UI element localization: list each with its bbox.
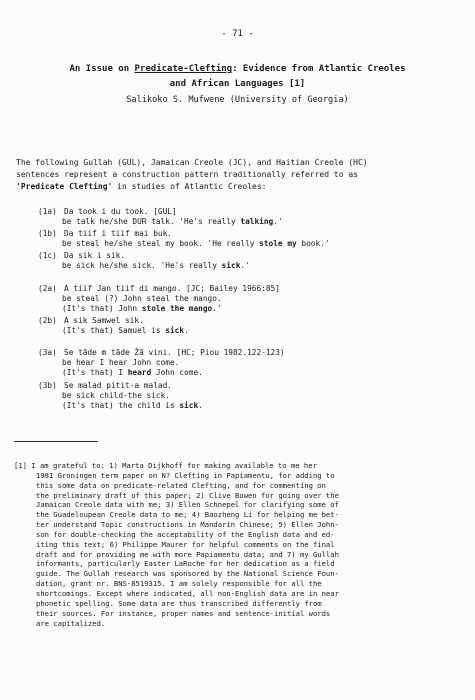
- example-translation: (It's that) Samuel is: [62, 326, 166, 335]
- example-number: (1b): [38, 229, 57, 238]
- author-line: Salikoko S. Mufwene (University of Georgia): [126, 95, 349, 105]
- example-sentence: Se malad pitit-a malad.: [64, 381, 172, 390]
- intro-paragraph: [16, 157, 464, 193]
- example-gloss-end: .': [273, 217, 283, 226]
- footnote-divider: [14, 441, 98, 442]
- footnote-line: dation, grant nr. BNS-8519315. I am solely responsible for all the: [36, 579, 322, 589]
- footnote-line: iting this text; 6) Philippe Maurer for helpful comments on the final: [36, 539, 335, 549]
- example-translation-end: .': [212, 304, 222, 313]
- example-sentence: Da sik i sik.: [64, 251, 126, 260]
- example-gloss-bold: sick: [221, 261, 241, 270]
- title-prefix: An Issue on: [69, 64, 135, 74]
- intro-line-3-rest: in studies of Atlantic Creoles:: [112, 182, 267, 191]
- footnote-line: shortcomings. Except where indicated, all non-English data are in near: [36, 588, 339, 598]
- example-3a: [38, 348, 285, 378]
- example-translation-bold: sick: [179, 401, 199, 410]
- title-underlined-term: Predicate-Clefting: [134, 64, 233, 74]
- footnote-line: the Guadeloupean Creole data to me; 4) Baozheng Li for helping me bet-: [36, 510, 339, 520]
- example-sentence: Da tiif i tiif mai buk.: [64, 229, 172, 238]
- example-gloss: be steal he/she steal my book. 'He really: [62, 239, 260, 248]
- intro-line-1: The following Gullah (GUL), Jamaican Creole (JC), and Haitian Creole (HC): [16, 158, 368, 167]
- example-translation-end: .: [198, 401, 203, 410]
- example-translation: (It's that) the child is: [62, 401, 180, 410]
- example-number: (2a): [38, 284, 57, 293]
- example-number: (3b): [38, 381, 57, 390]
- example-gloss-bold: talking: [240, 217, 274, 226]
- example-1c: [38, 251, 250, 271]
- example-3b: [38, 381, 203, 411]
- intro-line-3: [16, 181, 464, 193]
- example-gloss-end: .': [240, 261, 250, 270]
- footnote-line: son for double-checking the acceptability of the English data and ed-: [36, 529, 335, 539]
- example-1b: [38, 229, 330, 249]
- example-sentence: A sik Samwel sik.: [64, 316, 144, 325]
- title-line-2: and African Languages [1]: [169, 79, 306, 89]
- footnote-line: 1981 Groningen term paper on N? Clefting in Papiamentu, for adding to: [36, 470, 335, 480]
- example-2b: [38, 316, 189, 336]
- page-number: - 71 -: [221, 29, 254, 39]
- footnote-line: ter understand Topic constructions in Mandarin Chinese; 5) Ellen John-: [36, 520, 339, 530]
- example-gloss: be sick he/she sick. 'He's really: [62, 261, 222, 270]
- example-translation-bold: heard: [127, 368, 152, 377]
- footnote-line: guide. The Gullah research was sponsored by the National Science Foun-: [36, 569, 339, 579]
- intro-line-2: sentences represent a construction pattern traditionally referred to as: [16, 170, 358, 179]
- title-line-1: [0, 62, 475, 77]
- example-translation: (It's that) John: [62, 304, 142, 313]
- example-sentence: Da took i du took. [GUL]: [64, 207, 177, 216]
- example-gloss-end: book.': [296, 239, 330, 248]
- example-gloss: be steal (?) John steal the mango.: [62, 294, 222, 303]
- intro-bold-term: 'Predicate Clefting': [16, 182, 113, 191]
- footnote-line: the preliminary draft of this paper; 2) Clive Bowen for going over the: [36, 490, 339, 500]
- example-gloss: be hear I hear John come.: [62, 358, 180, 367]
- example-2a: [38, 284, 280, 314]
- footnote-line: this some data on predicate-related Clefting, and for commenting on: [36, 480, 326, 490]
- example-number: (1a): [38, 207, 57, 216]
- footnote-line: are capitalized.: [36, 618, 106, 628]
- example-1a: [38, 207, 283, 227]
- example-translation-end: .: [184, 326, 189, 335]
- example-sentence: A tiif Jan tiif di mango. [JC; Bailey 1966:85]: [64, 284, 280, 293]
- footnote-line: informants, particularly Easter LaRoche for her dedication as a field: [36, 559, 335, 569]
- example-translation-bold: sick: [165, 326, 185, 335]
- example-translation-bold: stole the mango: [141, 304, 213, 313]
- example-gloss-bold: stole my: [259, 239, 297, 248]
- example-translation-end: John come.: [151, 368, 203, 377]
- footnote-line: Jamaican Creole data with me; 3) Ellen Schnepel for clarifying some of: [36, 500, 339, 510]
- footnote-line: their sources. For instance, proper names and sentence-initial words: [36, 608, 331, 618]
- example-number: (2b): [38, 316, 57, 325]
- example-gloss: be talk he/she DUR talk. 'He's really: [62, 217, 241, 226]
- footnote-line: [1] I am grateful to: 1) Marta Dijkhoff for making available to me her: [14, 461, 317, 470]
- footnote: [14, 461, 464, 628]
- paper-title: [0, 62, 475, 92]
- example-gloss: be sick child-the sick.: [62, 391, 170, 400]
- footnote-line: draft and for providing me with more Papiamentu data; and 7) my Gullah: [36, 549, 339, 559]
- example-number: (1c): [38, 251, 57, 260]
- example-translation: (It's that) I: [62, 368, 128, 377]
- example-sentence: Se tãde m tãde Žã vini. [HC; Piou 1982.122-123): [64, 348, 285, 357]
- footnote-line: phonetic spelling. Some data are thus transcribed differently from: [36, 598, 322, 608]
- title-suffix: : Evidence from Atlantic Creoles: [232, 64, 406, 74]
- example-number: (3a): [38, 348, 57, 357]
